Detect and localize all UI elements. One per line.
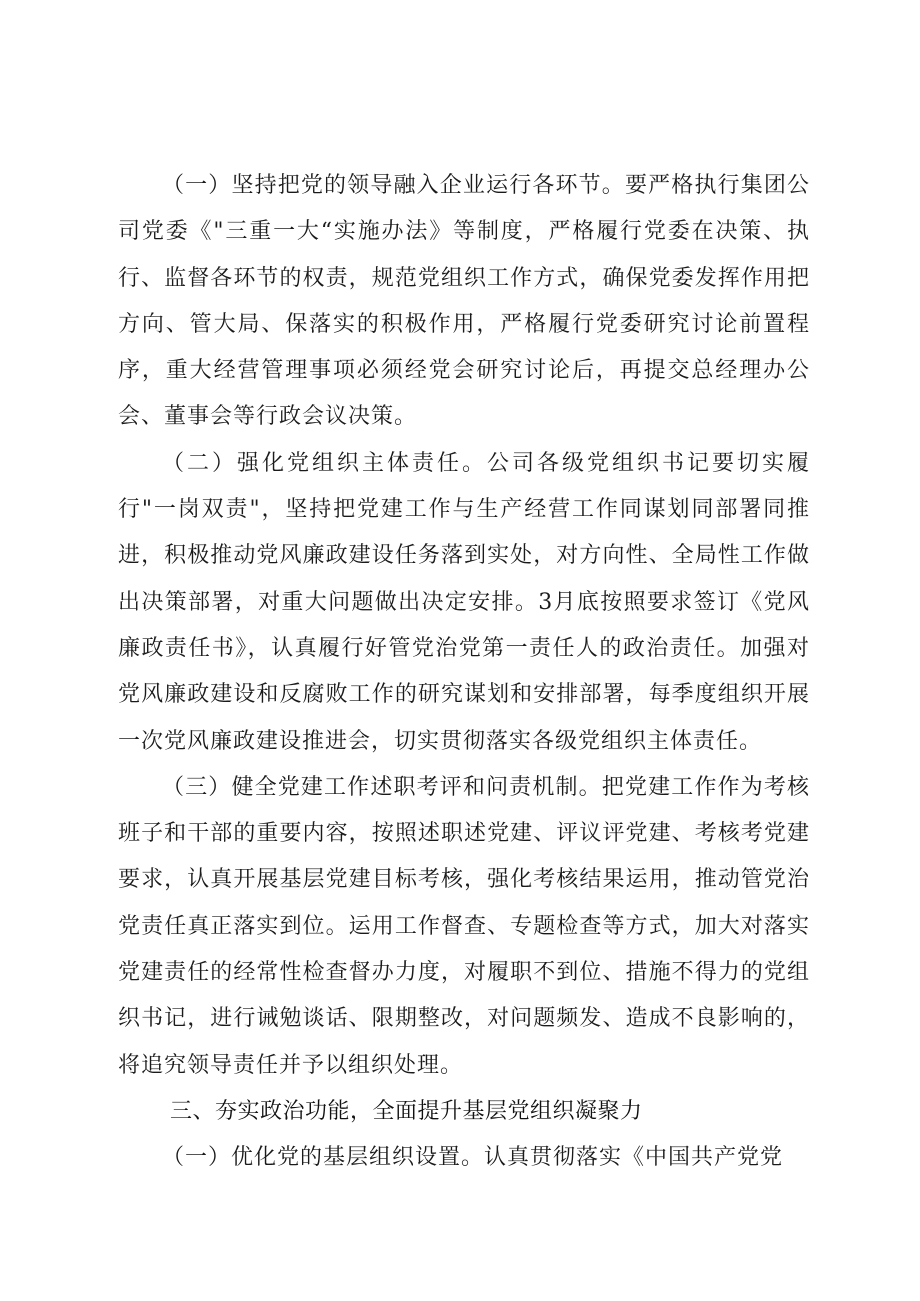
section-heading: 三、夯实政治功能，全面提升基层党组织凝聚力 bbox=[170, 1098, 643, 1124]
document-body bbox=[118, 163, 810, 1182]
paragraph-main-responsibility: （二）强化党组织主体责任。公司各级党组织书记要切实履行"一岗双责"，坚持把党建工作与生产经营工作同谋划同部署同推进，积极推动党风廉政建设任务落到实处，对方向性、全局性工作做出决策部署，对重大问题做出决定安排。3月底按照要求签订《党风廉政责任书》，认真履行好管党治党第一责任人的政治责任。加强对党风廉政建设和反腐败工作的研究谋划和安排部署，每季度组织开展一次党风廉政建设推进会，切实贯彻落实各级党组织主体责任。 bbox=[118, 450, 810, 754]
paragraph-grassroots-organization: （一）优化党的基层组织设置。认真贯彻落实《中国共产党党 bbox=[162, 1145, 784, 1171]
paragraph-accountability: （三）健全党建工作述职考评和问责机制。把党建工作作为考核班子和干部的重要内容，按照述职述党建、评议评党建、考核考党建要求，认真开展基层党建目标考核，强化考核结果运用，推动管党治党责任真正落实到位。运用工作督查、专题检查等方式，加大对落实党建责任的经常性检查督办力度，对履职不到位、措施不得力的党组织书记，进行诫勉谈话、限期整改，对问题频发、造成不良影响的，将追究领导责任并予以组织处理。 bbox=[118, 774, 810, 1078]
paragraph-party-leadership: （一）坚持把党的领导融入企业运行各环节。要严格执行集团公司党委《"三重一大“实施办法》等制度，严格履行党委在决策、执行、监督各环节的权责，规范党组织工作方式，确保党委发挥作用把方向、管大局、保落实的积极作用，严格履行党委研究讨论前置程序，重大经营管理事项必须经党会研究讨论后，再提交总经理办公会、董事会等行政会议决策。 bbox=[118, 173, 810, 430]
